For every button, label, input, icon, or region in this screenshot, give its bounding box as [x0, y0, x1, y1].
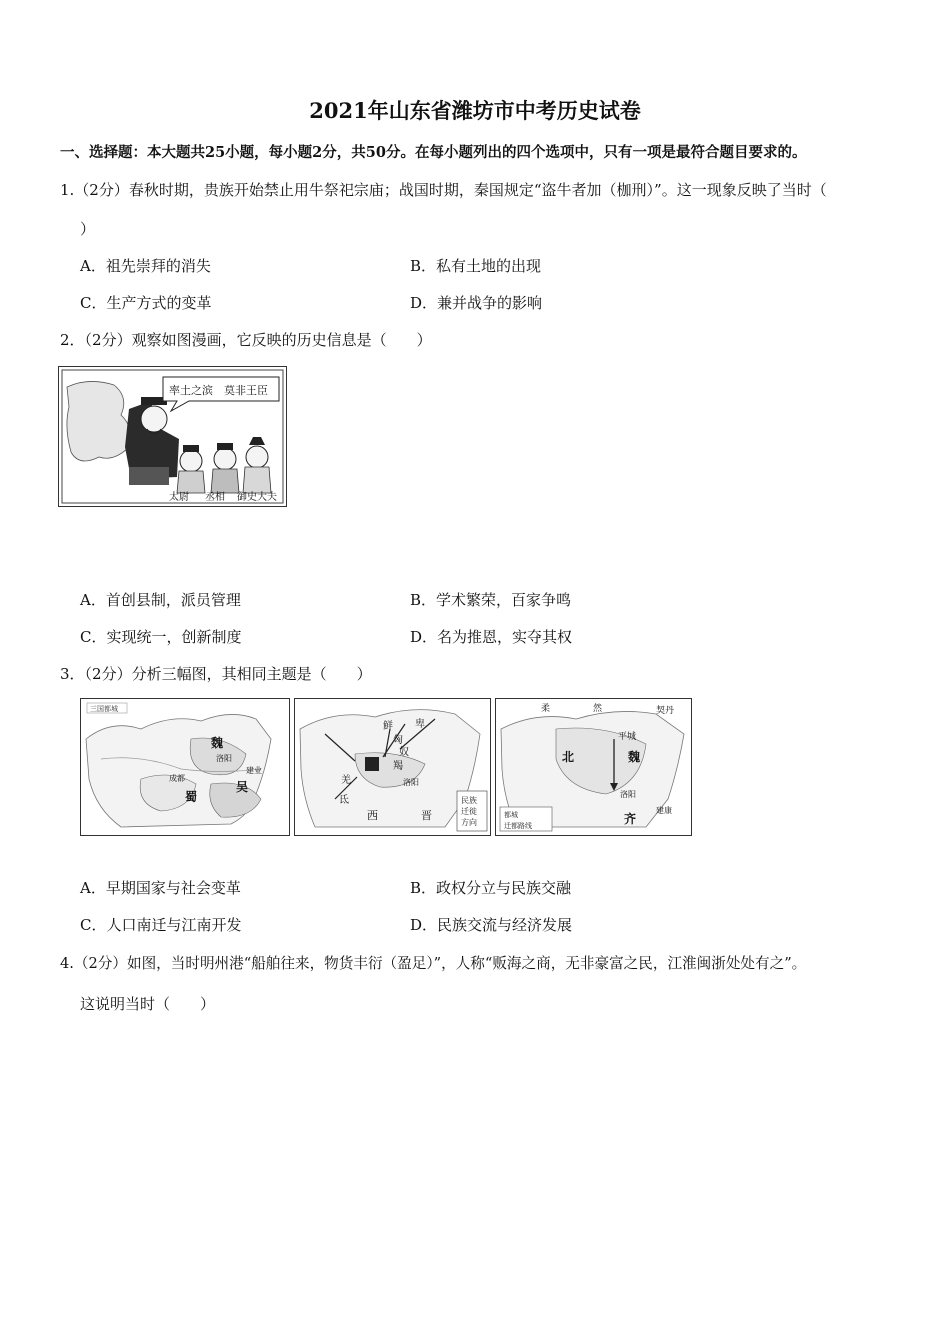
q2-option-a[interactable]: A．首创县制，派员管理	[80, 591, 241, 609]
map1-label-chengdu: 成都	[169, 774, 185, 783]
q2-option-d[interactable]: D．名为推恩，实夺其权	[410, 628, 573, 646]
map3-label-ran: 然	[593, 704, 603, 714]
q4-stem-line2: 这说明当时（ ）	[80, 995, 216, 1013]
q2-option-c[interactable]: C．实现统一，创新制度	[80, 628, 242, 646]
q3-option-a[interactable]: A．早期国家与社会变革	[80, 879, 241, 897]
q2-cartoon-figure	[58, 366, 287, 507]
map3-label-rou: 柔	[541, 704, 551, 714]
q1-option-a[interactable]: A．祖先崇拜的消失	[80, 257, 211, 275]
cartoon-label-taiwei: 太尉	[169, 492, 189, 503]
q1-option-d[interactable]: D．兼并战争的影响	[410, 294, 543, 312]
q3-option-c[interactable]: C．人口南迁与江南开发	[80, 916, 242, 934]
map3-label-wei: 魏	[628, 750, 641, 764]
map1-label-shu: 蜀	[185, 790, 198, 804]
cartoon-label-yushidafu: 御史大夫	[237, 492, 277, 503]
map1-label-luoyang: 洛阳	[216, 754, 232, 763]
map2-label-jin: 晋	[421, 809, 432, 822]
map1-label-wu: 吴	[236, 780, 249, 794]
map3-label-pingcheng: 平城	[618, 732, 637, 742]
map2-label-xiong: 匈	[393, 735, 403, 746]
q2-option-b[interactable]: B．学术繁荣，百家争鸣	[410, 591, 572, 609]
map2-drawing	[295, 699, 490, 835]
map1-label-wei: 魏	[211, 736, 224, 750]
q4-stem-line1: 4.（2分）如图，当时明州港“船舶往来，物货丰衍（盈足）”，人称“贩海之商，无非豪富之民，江淮闽浙处处有之”。	[60, 955, 807, 972]
map2-legend-line1: 民族	[461, 796, 477, 805]
q3-map-migration	[294, 698, 491, 836]
map1-drawing	[81, 699, 289, 835]
q3-map-three-kingdoms	[80, 698, 290, 836]
q2-stem: 2．（2分）观察如图漫画，它反映的历史信息是（ ）	[60, 331, 432, 349]
map2-label-bei: 卑	[415, 719, 425, 730]
page-title: 2021年山东省潍坊市中考历史试卷	[309, 98, 641, 123]
map3-legend-capital: 都城	[504, 811, 518, 819]
map2-legend-line2: 迁徙	[461, 807, 477, 816]
map2-label-xian: 鲜	[383, 721, 393, 732]
map2-label-qiang: 羌	[341, 775, 351, 786]
map3-drawing	[496, 699, 691, 835]
map3-label-qidan: 契丹	[656, 706, 675, 716]
map1-legend: 三国都城	[90, 705, 118, 713]
map3-label-qi: 齐	[624, 812, 637, 826]
map3-label-luoyang: 洛阳	[620, 790, 636, 799]
map3-label-bei: 北	[562, 750, 575, 764]
map1-label-jianye: 建业	[246, 766, 262, 775]
map2-label-di: 氐	[339, 795, 349, 806]
q3-stem: 3．（2分）分析三幅图，其相同主题是（ ）	[60, 665, 372, 683]
map2-label-jie: 羯	[393, 761, 403, 772]
map2-label-nu: 奴	[399, 747, 409, 758]
q3-map-northern-wei	[495, 698, 692, 836]
map2-legend-line3: 方向	[461, 818, 477, 827]
q1-stem-line1: 1.（2分）春秋时期，贵族开始禁止用牛祭祀宗庙；战国时期，秦国规定“盗牛者加（枷刑）”。这一现象反映了当时（	[60, 181, 827, 199]
q1-option-b[interactable]: B．私有土地的出现	[410, 257, 542, 275]
q3-option-d[interactable]: D．民族交流与经济发展	[410, 916, 573, 934]
q3-option-b[interactable]: B．政权分立与民族交融	[410, 879, 572, 897]
map3-label-jiankang: 建康	[656, 806, 672, 815]
q1-option-c[interactable]: C．生产方式的变革	[80, 294, 212, 312]
map2-label-xi: 西	[367, 809, 378, 822]
q1-stem-line2: ）	[80, 220, 96, 238]
map3-legend-route: 迁都路线	[504, 822, 532, 830]
cartoon-label-chengxiang: 丞相	[205, 492, 225, 503]
cartoon-bubble-text: 率土之滨 莫非王臣	[169, 384, 268, 397]
section-heading: 一、选择题：本大题共25小题，每小题2分，共50分。在每小题列出的四个选项中，只有一项是最符合题目要求的。	[60, 144, 807, 161]
cartoon-drawing	[59, 367, 286, 506]
map2-label-luoyang: 洛阳	[403, 778, 419, 787]
